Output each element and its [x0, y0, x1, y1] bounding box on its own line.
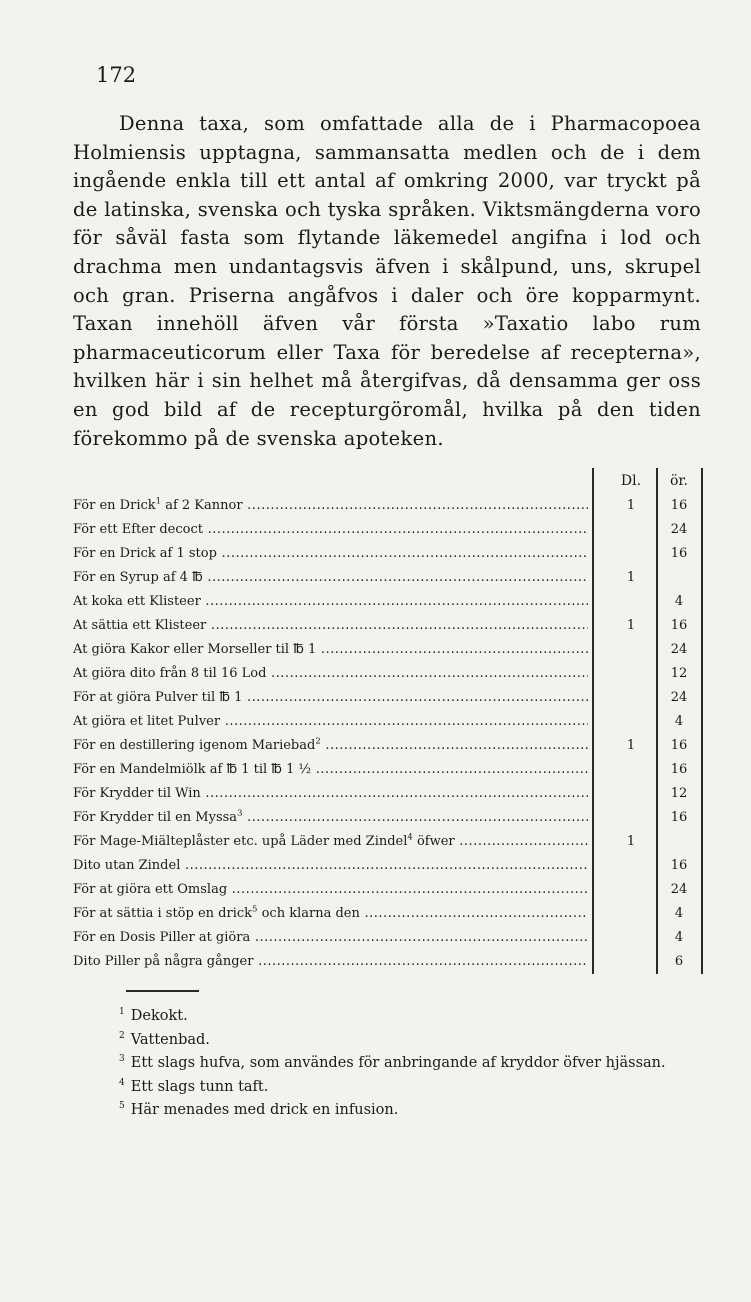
item-description — [73, 710, 588, 734]
item-text: För en Drick af 1 stop — [73, 546, 217, 561]
item-text: För at giöra ett Omslag — [73, 882, 228, 897]
footnote-number: 3 — [119, 1054, 125, 1065]
table-row — [73, 590, 703, 614]
item-description — [73, 686, 588, 710]
item-description — [73, 878, 588, 902]
price-ore: 24 — [670, 642, 688, 657]
header-daler: Dl. — [620, 473, 642, 489]
item-text-continued: af 2 Kannor — [161, 498, 243, 513]
footnote-rule — [126, 990, 199, 992]
table-row — [73, 566, 703, 590]
item-text: At giöra et litet Pulver — [73, 714, 221, 729]
item-description — [73, 830, 588, 854]
body-paragraph: Denna taxa, som omfattade alla de i Pharmacopoea Holmiensis upptagna, sammansatta medlen och de i dem ingående enkla till ett antal af omkring 2000, var tryckt på de latinska, svenska och tyska språken. Viktsmängderna voro för såväl fasta som flytande läkemedel angifna i lod och drachma men undantagsvis äfven i skålpund, uns, skrupel och gran. Priserna angåfvos i daler och öre kopparmynt. Taxan innehöll äfven vår första »Taxatio labo rum pharmaceuticorum eller Taxa för beredelse af recepterna», hvilken här i sin helhet må återgifvas, då densamma ger oss en god bild af de recepturgöromål, hvilka på den tiden förekommo på de svenska apoteken. — [73, 112, 701, 450]
table-row — [73, 542, 703, 566]
footnote-number: 4 — [119, 1077, 125, 1088]
item-text: För en Syrup af 4 ℔ — [73, 570, 203, 585]
item-text: Dito Piller på några gånger — [73, 954, 254, 969]
price-ore: 16 — [670, 762, 688, 777]
table-header — [73, 468, 703, 494]
footnote-text: Dekokt. — [130, 1008, 188, 1024]
price-daler: 1 — [626, 570, 636, 585]
price-ore: 16 — [670, 810, 688, 825]
table-row — [73, 926, 703, 950]
price-ore: 16 — [670, 546, 688, 561]
item-text: För Krydder til Win — [73, 786, 201, 801]
item-text: För Krydder til en Myssa — [73, 810, 238, 825]
item-description — [73, 614, 588, 638]
item-description — [73, 518, 588, 542]
price-daler: 1 — [626, 834, 636, 849]
price-ore: 16 — [670, 618, 688, 633]
price-ore: 4 — [674, 594, 684, 609]
item-text: För en Dosis Piller at giöra — [73, 930, 251, 945]
table-row — [73, 758, 703, 782]
item-description — [73, 758, 588, 782]
footnote — [73, 1099, 701, 1123]
footnote — [73, 1005, 701, 1029]
table-row — [73, 638, 703, 662]
item-description — [73, 662, 588, 686]
price-ore: 16 — [670, 738, 688, 753]
price-ore: 16 — [670, 498, 688, 513]
price-ore: 4 — [674, 930, 684, 945]
price-ore: 24 — [670, 882, 688, 897]
item-description — [73, 566, 588, 590]
footnotes — [73, 1005, 701, 1123]
item-text: At sättia ett Klisteer — [73, 618, 207, 633]
footnote-ref: 2 — [315, 736, 321, 747]
item-description — [73, 950, 588, 974]
item-text: För ett Efter decoct — [73, 522, 203, 537]
price-ore: 12 — [670, 666, 688, 681]
footnote-ref: 5 — [252, 904, 258, 915]
price-ore: 4 — [674, 906, 684, 921]
footnote-text: Ett slags hufva, som användes för anbringande af kryddor öfver hjässan. — [130, 1055, 666, 1071]
price-ore: 24 — [670, 522, 688, 537]
footnote-text: Här menades med drick en infusion. — [130, 1102, 399, 1118]
table-row — [73, 950, 703, 974]
table-row — [73, 782, 703, 806]
item-description — [73, 734, 588, 758]
item-text-continued: öfwer — [412, 834, 455, 849]
item-description — [73, 590, 588, 614]
table-row — [73, 902, 703, 926]
item-text: För at giöra Pulver til ℔ 1 — [73, 690, 243, 705]
price-ore: 24 — [670, 690, 688, 705]
table-row — [73, 830, 703, 854]
table-row — [73, 806, 703, 830]
table-row — [73, 854, 703, 878]
table-row — [73, 614, 703, 638]
item-description — [73, 854, 588, 878]
table-row — [73, 878, 703, 902]
item-text: För en Drick — [73, 498, 156, 513]
page-number: 172 — [96, 63, 137, 87]
item-text: För Mage-Miälteplåster etc. upå Läder med Zindel — [73, 834, 408, 849]
item-description — [73, 494, 588, 518]
price-ore: 4 — [674, 714, 684, 729]
item-text: At koka ett Klisteer — [73, 594, 201, 609]
footnote — [73, 1052, 701, 1076]
footnote-number: 5 — [119, 1101, 125, 1112]
item-description — [73, 542, 588, 566]
footnote-ref: 4 — [407, 832, 413, 843]
item-text: At giöra Kakor eller Morseller til ℔ 1 — [73, 642, 317, 657]
item-text: För en destillering igenom Mariebad — [73, 738, 316, 753]
price-daler: 1 — [626, 618, 636, 633]
table-body — [73, 494, 703, 974]
footnote — [73, 1029, 701, 1053]
price-ore: 6 — [674, 954, 684, 969]
price-daler: 1 — [626, 738, 636, 753]
footnote-number: 2 — [119, 1030, 125, 1041]
footnote-number: 1 — [119, 1007, 125, 1018]
table-row — [73, 734, 703, 758]
footnote-ref: 3 — [237, 808, 243, 819]
item-text: För at sättia i stöp en drick — [73, 906, 253, 921]
table-row — [73, 686, 703, 710]
table-row — [73, 494, 703, 518]
tariff-table — [73, 468, 703, 974]
header-ore: ör. — [669, 473, 689, 489]
table-row — [73, 662, 703, 686]
item-text: At giöra dito från 8 til 16 Lod — [73, 666, 267, 681]
footnote — [73, 1076, 701, 1100]
footnote-text: Vattenbad. — [130, 1031, 210, 1048]
price-ore: 12 — [670, 786, 688, 801]
item-description — [73, 902, 588, 926]
item-description — [73, 806, 588, 830]
price-ore: 16 — [670, 858, 688, 873]
item-text: Dito utan Zindel — [73, 858, 181, 873]
item-description — [73, 638, 588, 662]
item-description — [73, 926, 588, 950]
item-description — [73, 782, 588, 806]
table-row — [73, 710, 703, 734]
footnote-text: Ett slags tunn taft. — [130, 1078, 269, 1095]
price-daler: 1 — [626, 498, 636, 513]
item-text-continued: och klarna den — [257, 906, 360, 921]
footnote-ref: 1 — [155, 496, 162, 507]
table-row — [73, 518, 703, 542]
item-text: För en Mandelmiölk af ℔ 1 til ℔ 1 ½ — [73, 762, 312, 777]
